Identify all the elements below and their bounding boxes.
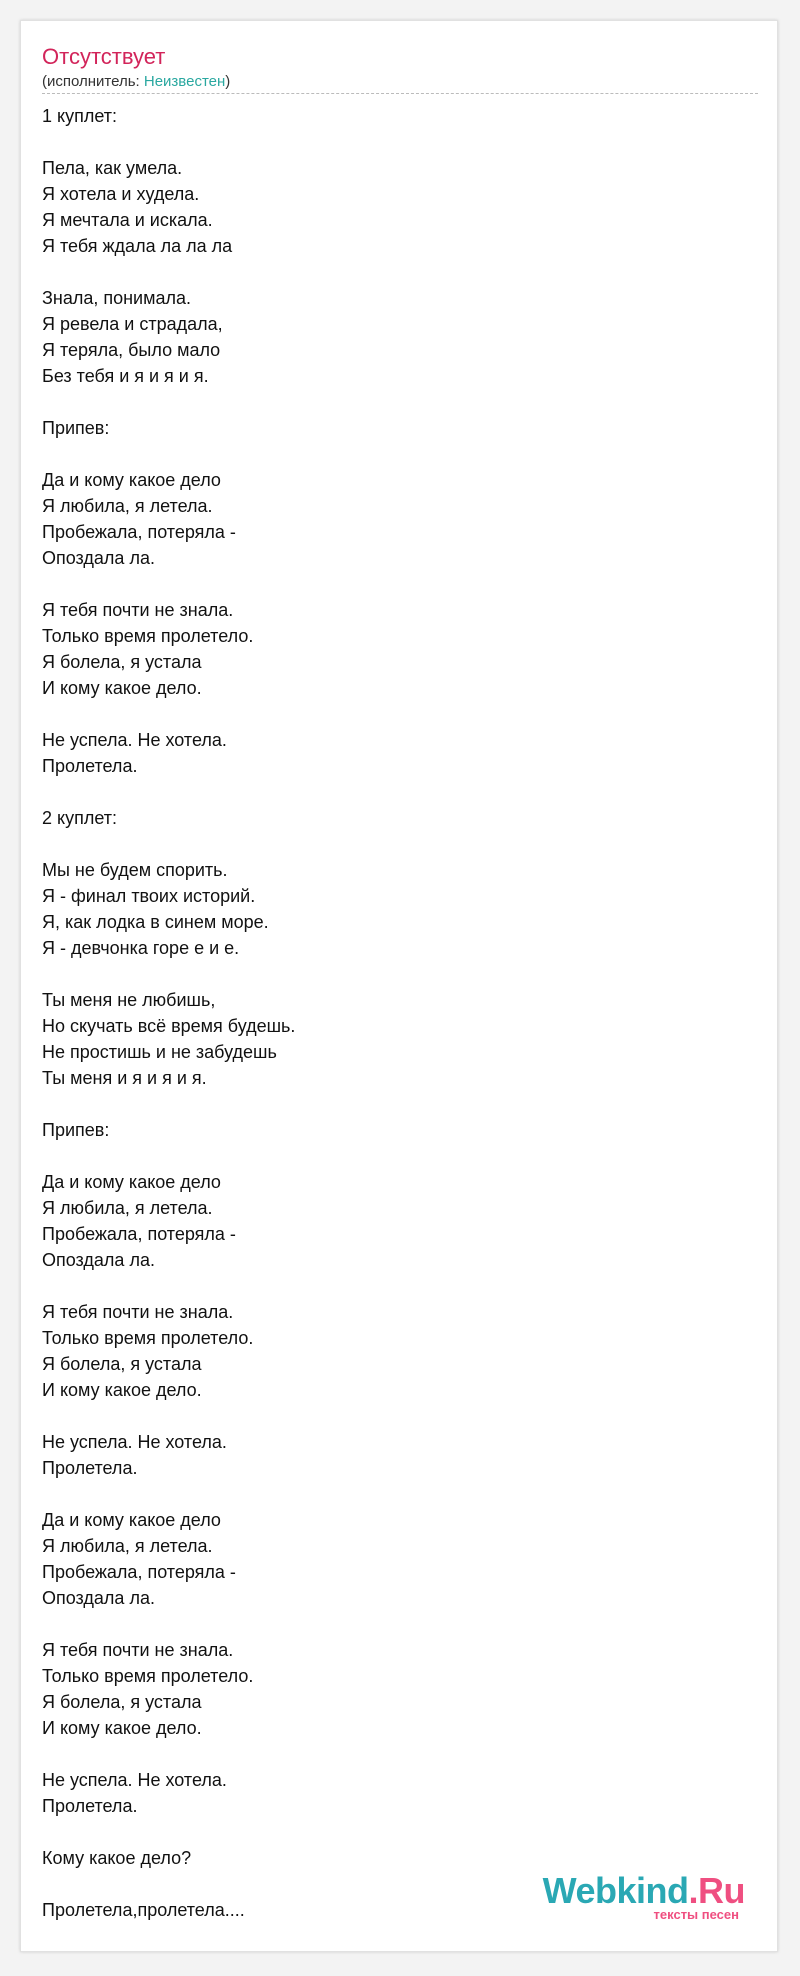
lyrics-stanza: [42, 727, 758, 779]
lyrics-stanza: [42, 1767, 758, 1819]
lyrics-line: Я ревела и страдала,: [42, 314, 223, 334]
lyrics-line: Я любила, я летела.: [42, 1198, 213, 1218]
title-divider: [42, 93, 758, 94]
lyrics-line: Я - девчонка горе е и е.: [42, 938, 240, 958]
lyrics-line: Я - финал твоих историй.: [42, 886, 256, 906]
lyrics-line: Пробежала, потеряла -: [42, 522, 236, 542]
lyrics-stanza: [42, 1169, 758, 1273]
lyrics-line: Да и кому какое дело: [42, 1172, 221, 1192]
lyrics-stanza: [42, 857, 758, 961]
lyrics-line: Я болела, я устала: [42, 1692, 202, 1712]
lyrics-stanza: [42, 805, 758, 831]
lyrics-line: И кому какое дело.: [42, 678, 202, 698]
lyrics-line: Я хотела и худела.: [42, 184, 200, 204]
lyrics-line: Я любила, я летела.: [42, 496, 213, 516]
lyrics-line: Я тебя почти не знала.: [42, 600, 234, 620]
logo-wordmark: [543, 1871, 745, 1911]
lyrics-line: Кому какое дело?: [42, 1848, 192, 1868]
lyrics-stanza: [42, 467, 758, 571]
lyrics-stanza: [42, 597, 758, 701]
lyrics-line: Только время пролетело.: [42, 1666, 254, 1686]
artist-suffix: ): [225, 73, 231, 90]
lyrics-stanza: [42, 415, 758, 441]
lyrics-line: 2 куплет:: [42, 808, 117, 828]
lyrics-line: Не успела. Не хотела.: [42, 730, 227, 750]
lyrics-line: Опоздала ла.: [42, 548, 155, 568]
lyrics-line: Не простишь и не забудешь: [42, 1042, 277, 1062]
lyrics-stanza: [42, 987, 758, 1091]
lyrics-line: Я тебя почти не знала.: [42, 1640, 234, 1660]
lyrics-line: Только время пролетело.: [42, 626, 254, 646]
logo-tld: .Ru: [688, 1870, 745, 1911]
logo-name: Webkind: [542, 1870, 689, 1911]
lyrics-line: Опоздала ла.: [42, 1250, 155, 1270]
lyrics-line: Но скучать всё время будешь.: [42, 1016, 296, 1036]
lyrics-line: Пробежала, потеряла -: [42, 1224, 236, 1244]
lyrics-line: Пролетела.: [42, 756, 138, 776]
song-title: Отсутствует: [42, 44, 166, 69]
lyrics-line: Не успела. Не хотела.: [42, 1432, 227, 1452]
lyrics-line: Опоздала ла.: [42, 1588, 155, 1608]
lyrics-line: Припев:: [42, 1120, 110, 1140]
lyrics-line: Я тебя почти не знала.: [42, 1302, 234, 1322]
lyrics-line: Ты меня и я и я и я.: [42, 1068, 207, 1088]
lyrics-card: [20, 20, 778, 1952]
lyrics-line: Я, как лодка в синем море.: [42, 912, 269, 932]
lyrics-line: Пролетела.: [42, 1796, 138, 1816]
lyrics-stanza: [42, 103, 758, 129]
artist-line: [42, 72, 230, 92]
lyrics-line: Я болела, я устала: [42, 1354, 202, 1374]
lyrics-stanza: [42, 1637, 758, 1741]
lyrics-line: Ты меня не любишь,: [42, 990, 216, 1010]
lyrics-stanza: [42, 285, 758, 389]
lyrics-line: Знала, понимала.: [42, 288, 191, 308]
lyrics-line: 1 куплет:: [42, 106, 117, 126]
lyrics-line: Да и кому какое дело: [42, 1510, 221, 1530]
site-logo[interactable]: [542, 1870, 745, 1927]
artist-link[interactable]: Неизвестен: [143, 73, 226, 90]
lyrics-line: Без тебя и я и я и я.: [42, 366, 209, 386]
lyrics-line: Не успела. Не хотела.: [42, 1770, 227, 1790]
lyrics-line: Я тебя ждала ла ла ла: [42, 236, 233, 256]
lyrics-line: Пробежала, потеряла -: [42, 1562, 236, 1582]
lyrics-stanza: [42, 1429, 758, 1481]
lyrics-stanza: [42, 1845, 758, 1871]
lyrics-stanza: [42, 1117, 758, 1143]
lyrics-stanza: [42, 1507, 758, 1611]
lyrics-line: Пролетела.: [42, 1458, 138, 1478]
lyrics-line: Пролетела,пролетела....: [42, 1900, 245, 1920]
lyrics-line: Я болела, я устала: [42, 652, 202, 672]
lyrics-line: Да и кому какое дело: [42, 470, 221, 490]
lyrics-stanza: [42, 1299, 758, 1403]
lyrics-line: И кому какое дело.: [42, 1718, 202, 1738]
lyrics-text: [42, 103, 758, 1949]
lyrics-line: Только время пролетело.: [42, 1328, 254, 1348]
lyrics-stanza: [42, 155, 758, 259]
logo-tagline: тексты песен: [653, 1907, 739, 1922]
lyrics-line: Мы не будем спорить.: [42, 860, 228, 880]
lyrics-line: И кому какое дело.: [42, 1380, 202, 1400]
lyrics-line: Я любила, я летела.: [42, 1536, 213, 1556]
lyrics-line: Пела, как умела.: [42, 158, 183, 178]
lyrics-line: Припев:: [42, 418, 110, 438]
lyrics-line: Я мечтала и искала.: [42, 210, 213, 230]
artist-prefix: (исполнитель:: [42, 73, 144, 90]
lyrics-line: Я теряла, было мало: [42, 340, 221, 360]
